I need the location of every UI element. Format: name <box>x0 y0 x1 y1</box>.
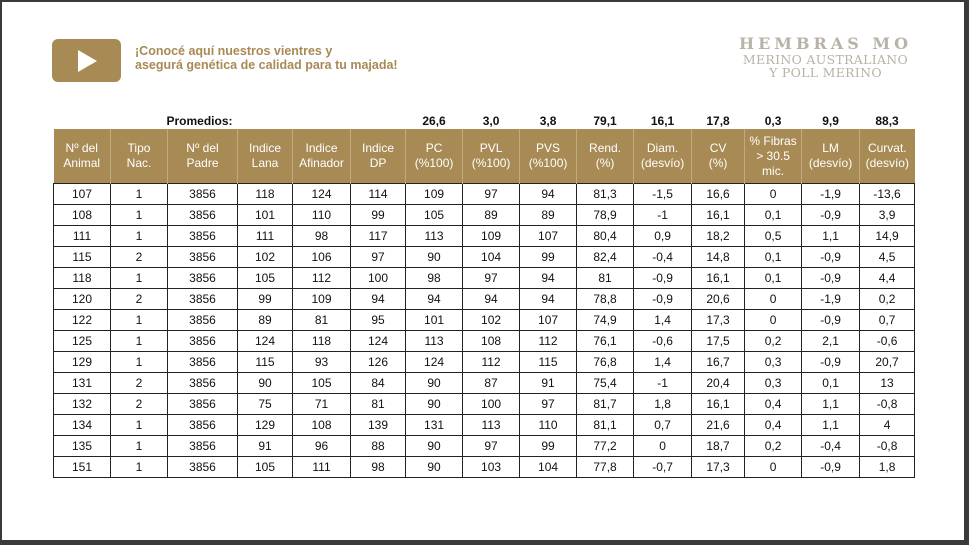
table-cell: 114 <box>351 184 406 205</box>
average-value: 88,3 <box>875 114 899 128</box>
table-cell: 110 <box>520 415 577 436</box>
table-cell: 0,7 <box>860 310 915 331</box>
table-cell: 1 <box>111 310 168 331</box>
table-cell: 3856 <box>168 415 238 436</box>
table-cell: 1,8 <box>634 394 692 415</box>
column-header <box>634 129 692 184</box>
table-cell: -1,9 <box>802 289 860 310</box>
table-cell: -0,4 <box>634 247 692 268</box>
table-row <box>54 352 915 373</box>
table-row <box>54 205 915 226</box>
table-cell: 3856 <box>168 310 238 331</box>
table-cell: 1 <box>111 331 168 352</box>
table-cell: 74,9 <box>577 310 634 331</box>
table-cell: 77,2 <box>577 436 634 457</box>
table-cell: 1 <box>111 184 168 205</box>
table-row <box>54 226 915 247</box>
table-cell: 107 <box>520 310 577 331</box>
column-header <box>406 129 463 184</box>
table-cell: -1 <box>634 373 692 394</box>
table-cell: 109 <box>463 226 520 247</box>
column-header-line: Lana <box>251 156 279 170</box>
table-cell: 4,4 <box>860 268 915 289</box>
table-cell: -0,9 <box>802 205 860 226</box>
averages-row <box>54 113 915 129</box>
column-header-line: PVL <box>479 141 503 155</box>
table-cell: 95 <box>351 310 406 331</box>
table-cell: 16,1 <box>692 205 745 226</box>
table-cell: 81,1 <box>577 415 634 436</box>
column-header-line: Indice <box>362 141 395 155</box>
play-icon <box>76 49 98 73</box>
table-cell: 134 <box>54 415 111 436</box>
table-cell: 20,4 <box>692 373 745 394</box>
table-cell: 107 <box>54 184 111 205</box>
table-cell: 2 <box>111 247 168 268</box>
average-value: 9,9 <box>822 114 839 128</box>
table-cell: -0,9 <box>634 289 692 310</box>
brand-title: HEMBRAS MO <box>738 34 912 53</box>
table-cell: 89 <box>463 205 520 226</box>
table-cell: -13,6 <box>860 184 915 205</box>
table-cell: 89 <box>520 205 577 226</box>
table-cell: 97 <box>463 268 520 289</box>
table-cell: 91 <box>520 373 577 394</box>
table-cell: 115 <box>520 352 577 373</box>
table-cell: 97 <box>520 394 577 415</box>
table-cell: 16,1 <box>692 268 745 289</box>
table-cell: 105 <box>406 205 463 226</box>
brand-logo <box>739 35 912 79</box>
table-cell: 75 <box>238 394 293 415</box>
table-cell: 3856 <box>168 205 238 226</box>
average-value: 16,1 <box>650 114 675 128</box>
table-cell: 101 <box>238 205 293 226</box>
column-header-line: LM <box>822 141 839 155</box>
table-cell: -0,7 <box>634 457 692 478</box>
brand-subtitle-1: MERINO AUSTRALIANO <box>742 52 909 67</box>
table-cell: 97 <box>351 247 406 268</box>
table-cell: 0,4 <box>745 415 802 436</box>
table-cell: -0,9 <box>802 310 860 331</box>
column-header <box>111 129 168 184</box>
table-cell: 3856 <box>168 373 238 394</box>
table-cell: 0 <box>745 289 802 310</box>
table-cell: -0,8 <box>860 436 915 457</box>
table-cell: 94 <box>520 184 577 205</box>
table-cell: 131 <box>54 373 111 394</box>
table-cell: 109 <box>406 184 463 205</box>
average-value: 3,8 <box>539 114 557 128</box>
table-cell: 103 <box>463 457 520 478</box>
table-cell: 104 <box>520 457 577 478</box>
table-cell: -0,8 <box>860 394 915 415</box>
column-header-line: Diam. <box>646 141 679 155</box>
column-header-line: Nac. <box>126 156 152 170</box>
table-cell: 100 <box>351 268 406 289</box>
table-cell: 3856 <box>168 331 238 352</box>
table-cell: 118 <box>293 331 351 352</box>
column-header-line: Curvat. <box>867 141 907 155</box>
table-row <box>54 436 915 457</box>
table-cell: 1 <box>111 457 168 478</box>
table-cell: 1,1 <box>802 394 860 415</box>
table-cell: 105 <box>293 373 351 394</box>
table-cell: 90 <box>406 436 463 457</box>
table-cell: 90 <box>406 457 463 478</box>
table-cell: 105 <box>238 268 293 289</box>
average-value: 79,1 <box>593 114 617 128</box>
table-cell: 90 <box>406 394 463 415</box>
table-cell: 105 <box>238 457 293 478</box>
table-cell: 108 <box>54 205 111 226</box>
table-cell: 0 <box>745 310 802 331</box>
column-header <box>860 129 915 184</box>
table-cell: 112 <box>520 331 577 352</box>
table-cell: 71 <box>293 394 351 415</box>
table-cell: 17,3 <box>692 310 745 331</box>
table-cell: 99 <box>520 247 577 268</box>
table-cell: 16,6 <box>692 184 745 205</box>
column-header <box>692 129 745 184</box>
table-cell: 75,4 <box>577 373 634 394</box>
table-row <box>54 394 915 415</box>
table-cell: 124 <box>293 184 351 205</box>
column-header-line: Tipo <box>127 141 151 155</box>
table-cell: 87 <box>463 373 520 394</box>
column-header-line: Afinador <box>299 156 344 170</box>
table-cell: 3856 <box>168 394 238 415</box>
table-cell: 1 <box>111 226 168 247</box>
table-cell: -0,4 <box>802 436 860 457</box>
table-cell: 98 <box>351 457 406 478</box>
table-cell: 113 <box>406 226 463 247</box>
table-cell: 1,4 <box>634 310 692 331</box>
table-row <box>54 331 915 352</box>
header-row <box>54 129 915 184</box>
table-cell: 0,1 <box>802 373 860 394</box>
table-cell: 81,3 <box>577 184 634 205</box>
table-cell: 129 <box>238 415 293 436</box>
table-row <box>54 373 915 394</box>
table-cell: 84 <box>351 373 406 394</box>
table-cell: 126 <box>351 352 406 373</box>
averages-label: Promedios: <box>166 114 233 128</box>
table-cell: 13 <box>860 373 915 394</box>
table-cell: 94 <box>351 289 406 310</box>
table-cell: 106 <box>293 247 351 268</box>
table-row <box>54 247 915 268</box>
table-cell: 111 <box>293 457 351 478</box>
table-cell: 0,2 <box>745 436 802 457</box>
column-header-line: Nº del <box>186 141 219 155</box>
table-cell: 108 <box>293 415 351 436</box>
table-cell: 3856 <box>168 247 238 268</box>
column-header-line: (desvío) <box>808 156 853 170</box>
table-cell: 82,4 <box>577 247 634 268</box>
table-cell: 88 <box>351 436 406 457</box>
data-table <box>53 113 915 478</box>
table-cell: 1,1 <box>802 226 860 247</box>
table-cell: 81 <box>577 268 634 289</box>
table-cell: -0,9 <box>802 247 860 268</box>
column-header <box>802 129 860 184</box>
table-cell: 125 <box>54 331 111 352</box>
table-row <box>54 184 915 205</box>
table-cell: 131 <box>406 415 463 436</box>
table-cell: 1 <box>111 268 168 289</box>
promo-line-2: asegurá genética de calidad para tu majada! <box>135 58 398 72</box>
document-page <box>2 2 964 540</box>
table-row <box>54 310 915 331</box>
table-cell: 0 <box>634 436 692 457</box>
column-header-line: (%) <box>708 156 728 170</box>
table-cell: 97 <box>463 436 520 457</box>
column-header-line: PC <box>425 141 443 155</box>
table-cell: 1,1 <box>802 415 860 436</box>
table-cell: 135 <box>54 436 111 457</box>
table-cell: 94 <box>463 289 520 310</box>
table-cell: 16,1 <box>692 394 745 415</box>
column-header <box>351 129 406 184</box>
column-header-line: (desvío) <box>865 156 909 170</box>
table-cell: 1 <box>111 415 168 436</box>
column-header <box>463 129 520 184</box>
table-cell: 113 <box>463 415 520 436</box>
table-body <box>54 184 915 478</box>
table-cell: -0,6 <box>860 331 915 352</box>
table-cell: 151 <box>54 457 111 478</box>
table-cell: 0,3 <box>745 373 802 394</box>
table-cell: 110 <box>293 205 351 226</box>
table-cell: 3856 <box>168 184 238 205</box>
table-cell: 4 <box>860 415 915 436</box>
table-row <box>54 457 915 478</box>
table-cell: 0,5 <box>745 226 802 247</box>
table-cell: 90 <box>238 373 293 394</box>
promo-text[interactable] <box>135 44 398 72</box>
table-cell: 0,3 <box>745 352 802 373</box>
column-header-line: CV <box>709 141 727 155</box>
table-cell: 3856 <box>168 268 238 289</box>
table-cell: 132 <box>54 394 111 415</box>
table-cell: 0,7 <box>634 415 692 436</box>
table-cell: 122 <box>54 310 111 331</box>
column-header-line: Indice <box>305 141 338 155</box>
column-header-line: Padre <box>186 156 219 170</box>
table-cell: 120 <box>54 289 111 310</box>
table-cell: 78,9 <box>577 205 634 226</box>
table-cell: 1,4 <box>634 352 692 373</box>
table-cell: 16,7 <box>692 352 745 373</box>
table-cell: 1,8 <box>860 457 915 478</box>
table-cell: 108 <box>463 331 520 352</box>
table-cell: 96 <box>293 436 351 457</box>
table-cell: 89 <box>238 310 293 331</box>
table-cell: 102 <box>238 247 293 268</box>
table-row <box>54 268 915 289</box>
table-cell: 94 <box>406 289 463 310</box>
table-cell: 124 <box>238 331 293 352</box>
table-cell: 115 <box>238 352 293 373</box>
table-cell: 118 <box>238 184 293 205</box>
table-cell: -0,9 <box>802 457 860 478</box>
table-cell: 3,9 <box>860 205 915 226</box>
table-cell: 3856 <box>168 457 238 478</box>
table-cell: -1,9 <box>802 184 860 205</box>
table-cell: 118 <box>54 268 111 289</box>
table-cell: 99 <box>351 205 406 226</box>
table-cell: 0,2 <box>860 289 915 310</box>
table-cell: 18,2 <box>692 226 745 247</box>
table-cell: 80,4 <box>577 226 634 247</box>
table-cell: 129 <box>54 352 111 373</box>
table-cell: 2 <box>111 289 168 310</box>
column-header-line: % Fibras <box>749 133 797 148</box>
table-cell: 98 <box>293 226 351 247</box>
table-cell: 3856 <box>168 436 238 457</box>
table-cell: 98 <box>406 268 463 289</box>
column-header-line: (%100) <box>471 156 511 170</box>
column-header-line: DP <box>369 156 387 170</box>
table-cell: 1 <box>111 352 168 373</box>
table-cell: -0,9 <box>802 268 860 289</box>
table-cell: 117 <box>351 226 406 247</box>
average-value: 26,6 <box>422 114 446 128</box>
column-header-line: > 30.5 <box>756 148 790 163</box>
table-cell: 78,8 <box>577 289 634 310</box>
table-cell: 0 <box>745 457 802 478</box>
table-cell: 99 <box>238 289 293 310</box>
column-header-line: (desvío) <box>640 156 685 170</box>
column-header-line: Rend. <box>589 141 622 155</box>
table-cell: 124 <box>406 352 463 373</box>
table-cell: 2 <box>111 394 168 415</box>
brand-subtitle-2: Y POLL MERINO <box>769 65 882 80</box>
column-header <box>577 129 634 184</box>
table-cell: 18,7 <box>692 436 745 457</box>
table-cell: 0,9 <box>634 226 692 247</box>
table-cell: 115 <box>54 247 111 268</box>
table-cell: 14,8 <box>692 247 745 268</box>
table-cell: 17,5 <box>692 331 745 352</box>
column-header-line: Animal <box>63 156 101 170</box>
column-header <box>745 129 802 184</box>
table-cell: 77,8 <box>577 457 634 478</box>
table-cell: 111 <box>238 226 293 247</box>
table-cell: 0,2 <box>745 331 802 352</box>
table-cell: 0,1 <box>745 205 802 226</box>
column-header-line: (%100) <box>528 156 568 170</box>
column-header <box>520 129 577 184</box>
table-cell: -0,9 <box>634 268 692 289</box>
table-cell: 104 <box>463 247 520 268</box>
table-cell: 0,1 <box>745 247 802 268</box>
table-cell: 94 <box>520 289 577 310</box>
table-cell: -0,9 <box>802 352 860 373</box>
table-cell: 0,1 <box>745 268 802 289</box>
column-header-line: mic. <box>762 163 785 178</box>
table-cell: 101 <box>406 310 463 331</box>
table-cell: 94 <box>520 268 577 289</box>
table-cell: 90 <box>406 373 463 394</box>
table-cell: 112 <box>293 268 351 289</box>
table-cell: 90 <box>406 247 463 268</box>
average-value: 0,3 <box>764 114 782 128</box>
table-row <box>54 289 915 310</box>
table-cell: -0,6 <box>634 331 692 352</box>
table-cell: 21,6 <box>692 415 745 436</box>
average-value: 3,0 <box>482 114 500 128</box>
table-cell: 3856 <box>168 352 238 373</box>
table-cell: 81 <box>293 310 351 331</box>
column-header-line: Indice <box>248 141 282 155</box>
table-cell: 100 <box>463 394 520 415</box>
table-cell: 97 <box>463 184 520 205</box>
table-cell: 76,1 <box>577 331 634 352</box>
table-cell: 81,7 <box>577 394 634 415</box>
table-cell: 93 <box>293 352 351 373</box>
table-cell: 102 <box>463 310 520 331</box>
table-cell: 0 <box>745 184 802 205</box>
table-cell: 107 <box>520 226 577 247</box>
average-value: 17,8 <box>706 114 730 128</box>
table-cell: 99 <box>520 436 577 457</box>
table-cell: 91 <box>238 436 293 457</box>
column-header <box>238 129 293 184</box>
table-cell: 112 <box>463 352 520 373</box>
table-cell: 2 <box>111 373 168 394</box>
table-cell: 1 <box>111 205 168 226</box>
table-cell: 81 <box>351 394 406 415</box>
table-cell: 3856 <box>168 226 238 247</box>
column-header-line: Nº del <box>65 141 98 155</box>
table-cell: 113 <box>406 331 463 352</box>
table-cell: 109 <box>293 289 351 310</box>
table-cell: -1 <box>634 205 692 226</box>
table-cell: 14,9 <box>860 226 915 247</box>
column-header <box>54 129 111 184</box>
column-header-line: (%) <box>595 156 615 170</box>
table-row <box>54 415 915 436</box>
promo-line-1: ¡Conocé aquí nuestros vientres y <box>135 44 333 58</box>
table-cell: 2,1 <box>802 331 860 352</box>
table-cell: 17,3 <box>692 457 745 478</box>
table-cell: 111 <box>54 226 111 247</box>
table-cell: 139 <box>351 415 406 436</box>
play-video-button[interactable] <box>52 39 121 82</box>
table-cell: -1,5 <box>634 184 692 205</box>
table-cell: 3856 <box>168 289 238 310</box>
table-cell: 4,5 <box>860 247 915 268</box>
table-cell: 20,6 <box>692 289 745 310</box>
table-cell: 76,8 <box>577 352 634 373</box>
table-cell: 20,7 <box>860 352 915 373</box>
table-cell: 124 <box>351 331 406 352</box>
table-cell: 0,4 <box>745 394 802 415</box>
table-cell: 1 <box>111 436 168 457</box>
column-header-line: PVS <box>536 141 561 155</box>
column-header <box>293 129 351 184</box>
column-header-line: (%100) <box>414 156 454 170</box>
column-header <box>168 129 238 184</box>
